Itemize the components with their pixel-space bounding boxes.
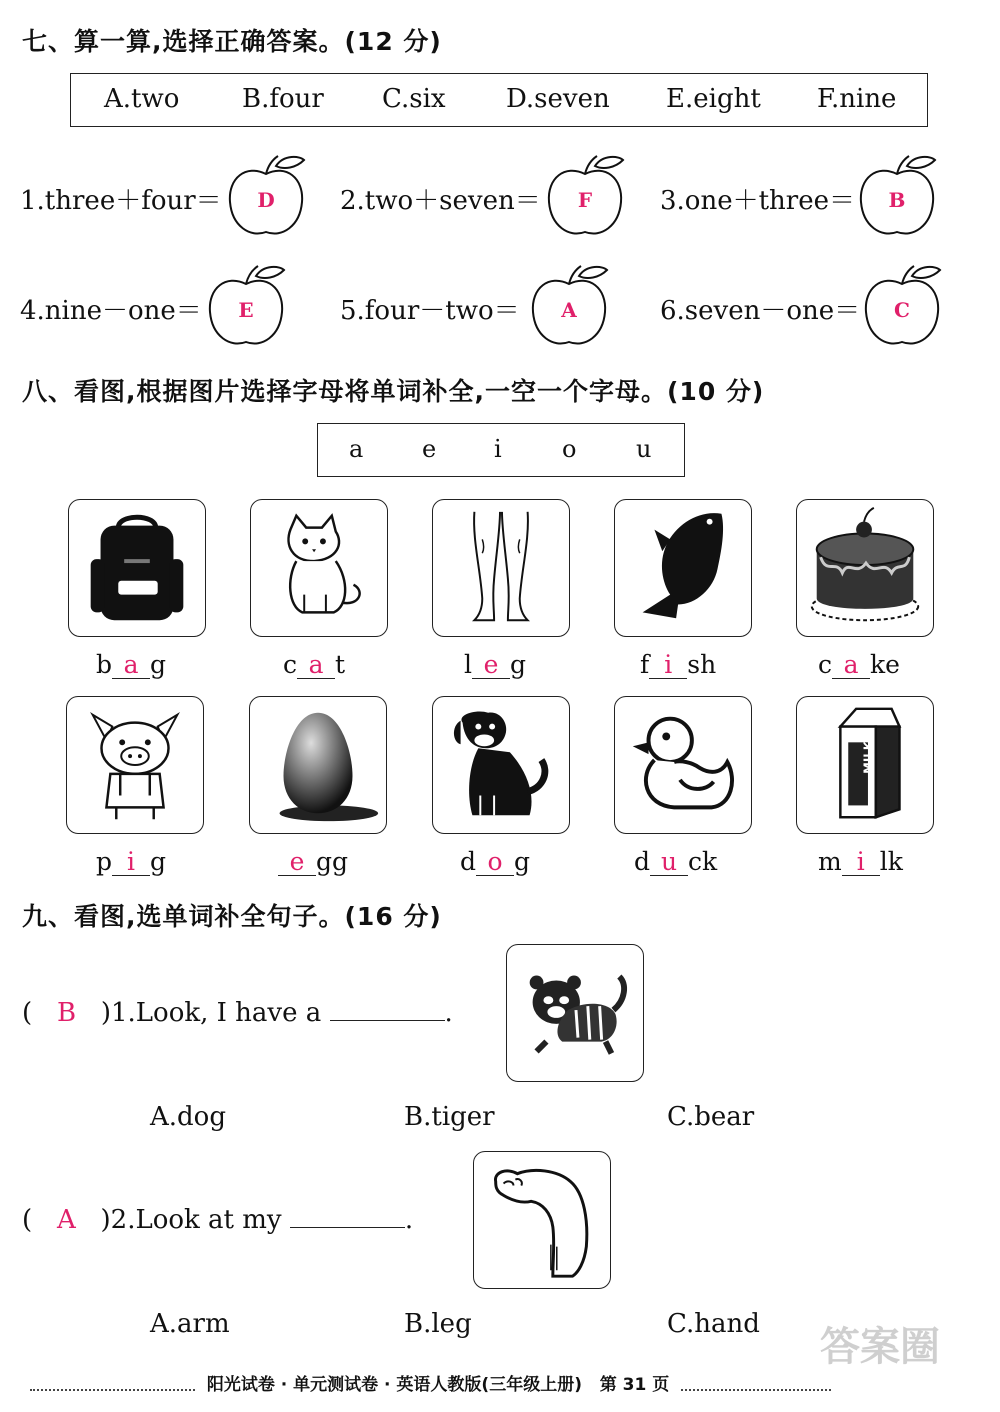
pig-icon [67,697,203,833]
word-milk [818,847,903,876]
leg-icon [433,500,569,636]
cat-icon [251,500,387,636]
milk-icon [797,697,933,833]
section7-title: 七、算一算,选择正确答案。(12 分) [22,27,442,56]
word-prefix: f [640,650,650,679]
letter-blank[interactable]: i [842,849,880,876]
bag-icon [69,500,205,636]
answer-line[interactable] [290,1205,405,1228]
word-pig [96,847,166,876]
q1-option-a: A.dog [150,1102,226,1132]
answer-letter: E [238,298,254,322]
letter-blank[interactable]: a [112,652,150,679]
word-cat [283,650,345,679]
option-c: C.six [382,84,446,114]
letter-blank[interactable]: a [832,652,870,679]
dog-icon [433,697,569,833]
cake-icon [797,500,933,636]
vowel-a: a [349,435,364,463]
word-cake [818,650,900,679]
equation-5: 5.four－two＝ [340,296,520,326]
picture-duck [614,696,752,834]
word-suffix: t [335,650,346,679]
equation-1: 1.three＋four＝ [20,186,222,216]
word-suffix: g [510,650,527,679]
picture-dog [432,696,570,834]
word-leg [464,650,526,679]
word-suffix: g [514,847,531,876]
apple-answer-5[interactable] [527,262,611,350]
word-dog [460,847,530,876]
equation-6: 6.seven－one＝ [660,296,861,326]
letter-blank[interactable]: u [650,849,688,876]
option-b: B.four [242,84,324,114]
section8-title: 八、看图,根据图片选择字母将单词补全,一空一个字母。(10 分) [22,377,765,406]
picture-arm [473,1151,611,1289]
picture-tiger [506,944,644,1082]
answer-letter: A [561,298,577,322]
word-suffix: g [150,847,167,876]
question-text: )2.Look at my [100,1205,282,1235]
word-suffix: g [150,650,167,679]
picture-pig [66,696,204,834]
fish-icon [615,500,751,636]
word-prefix: c [283,650,298,679]
footer-text: 阳光试卷 · 单元测试卷 · 英语人教版(三年级上册) [206,1375,582,1395]
vowel-i: i [494,435,502,463]
vowel-e: e [422,435,437,463]
footer-dots-left [30,1379,195,1391]
page-number: 第 31 页 [599,1375,670,1395]
word-suffix: gg [316,847,349,876]
option-a: A.two [104,84,180,114]
tiger-icon [507,945,643,1081]
footer [30,1370,970,1395]
vowel-o: o [562,435,577,463]
letter-blank[interactable]: e [278,849,316,876]
letter-blank[interactable]: i [649,652,687,679]
picture-fish [614,499,752,637]
picture-egg [249,696,387,834]
section9-title: 九、看图,选单词补全句子。(16 分) [22,902,442,931]
answer-letter: B [888,188,906,212]
svg-text:MILK: MILK [860,741,875,774]
word-egg [278,847,348,876]
word-prefix: d [634,847,651,876]
equation-4: 4.nine－one＝ [20,296,202,326]
question-2: ( A )2.Look at my . [22,1205,414,1235]
apple-answer-1[interactable] [224,152,308,240]
question-end: . [404,1205,414,1235]
option-f: F.nine [817,84,897,114]
option-d: D.seven [506,84,610,114]
answer-letter: F [577,188,593,212]
word-prefix: p [96,847,113,876]
equation-2: 2.two＋seven＝ [340,186,541,216]
q1-option-b: B.tiger [404,1102,495,1132]
duck-icon [615,697,751,833]
answer-letter: D [257,188,275,212]
question-end: . [444,998,453,1028]
question-1: ( B )1.Look, I have a . [22,998,453,1028]
q2-option-b: B.leg [404,1309,472,1339]
word-fish [640,650,716,679]
vowel-u: u [636,435,652,463]
word-duck [634,847,717,876]
word-prefix: c [818,650,833,679]
option-e: E.eight [666,84,761,114]
picture-milk [796,696,934,834]
q1-option-c: C.bear [667,1102,755,1132]
picture-leg [432,499,570,637]
answer-line[interactable] [330,998,445,1021]
q2-option-a: A.arm [150,1309,230,1339]
answer-letter[interactable]: B [56,998,77,1028]
word-prefix: l [464,650,472,679]
equation-3: 3.one＋three＝ [660,186,855,216]
picture-bag [68,499,206,637]
letter-blank[interactable]: i [112,849,150,876]
letter-blank[interactable]: a [297,652,335,679]
word-prefix: m [818,847,842,876]
answer-letter[interactable]: A [56,1205,76,1235]
word-suffix: ck [688,847,718,876]
word-suffix: sh [687,650,717,679]
word-bag [96,650,166,679]
arm-icon [474,1152,610,1288]
answer-letter: C [894,298,910,322]
question-text: )1.Look, I have a [100,998,322,1028]
picture-cake [796,499,934,637]
apple-answer-6[interactable] [860,262,944,350]
options-box [70,73,928,127]
letter-blank[interactable]: o [476,849,514,876]
apple-answer-3[interactable] [855,152,939,240]
picture-cat [250,499,388,637]
footer-dots-right [681,1379,831,1391]
word-prefix: b [96,650,113,679]
apple-answer-4[interactable] [204,262,288,350]
apple-answer-2[interactable] [543,152,627,240]
word-suffix: ke [870,650,900,679]
word-suffix: lk [879,847,903,876]
egg-icon [250,697,386,833]
q2-option-c: C.hand [667,1309,760,1339]
word-prefix: d [460,847,477,876]
watermark: 答案圈 [820,1324,940,1370]
letter-blank[interactable]: e [472,652,510,679]
